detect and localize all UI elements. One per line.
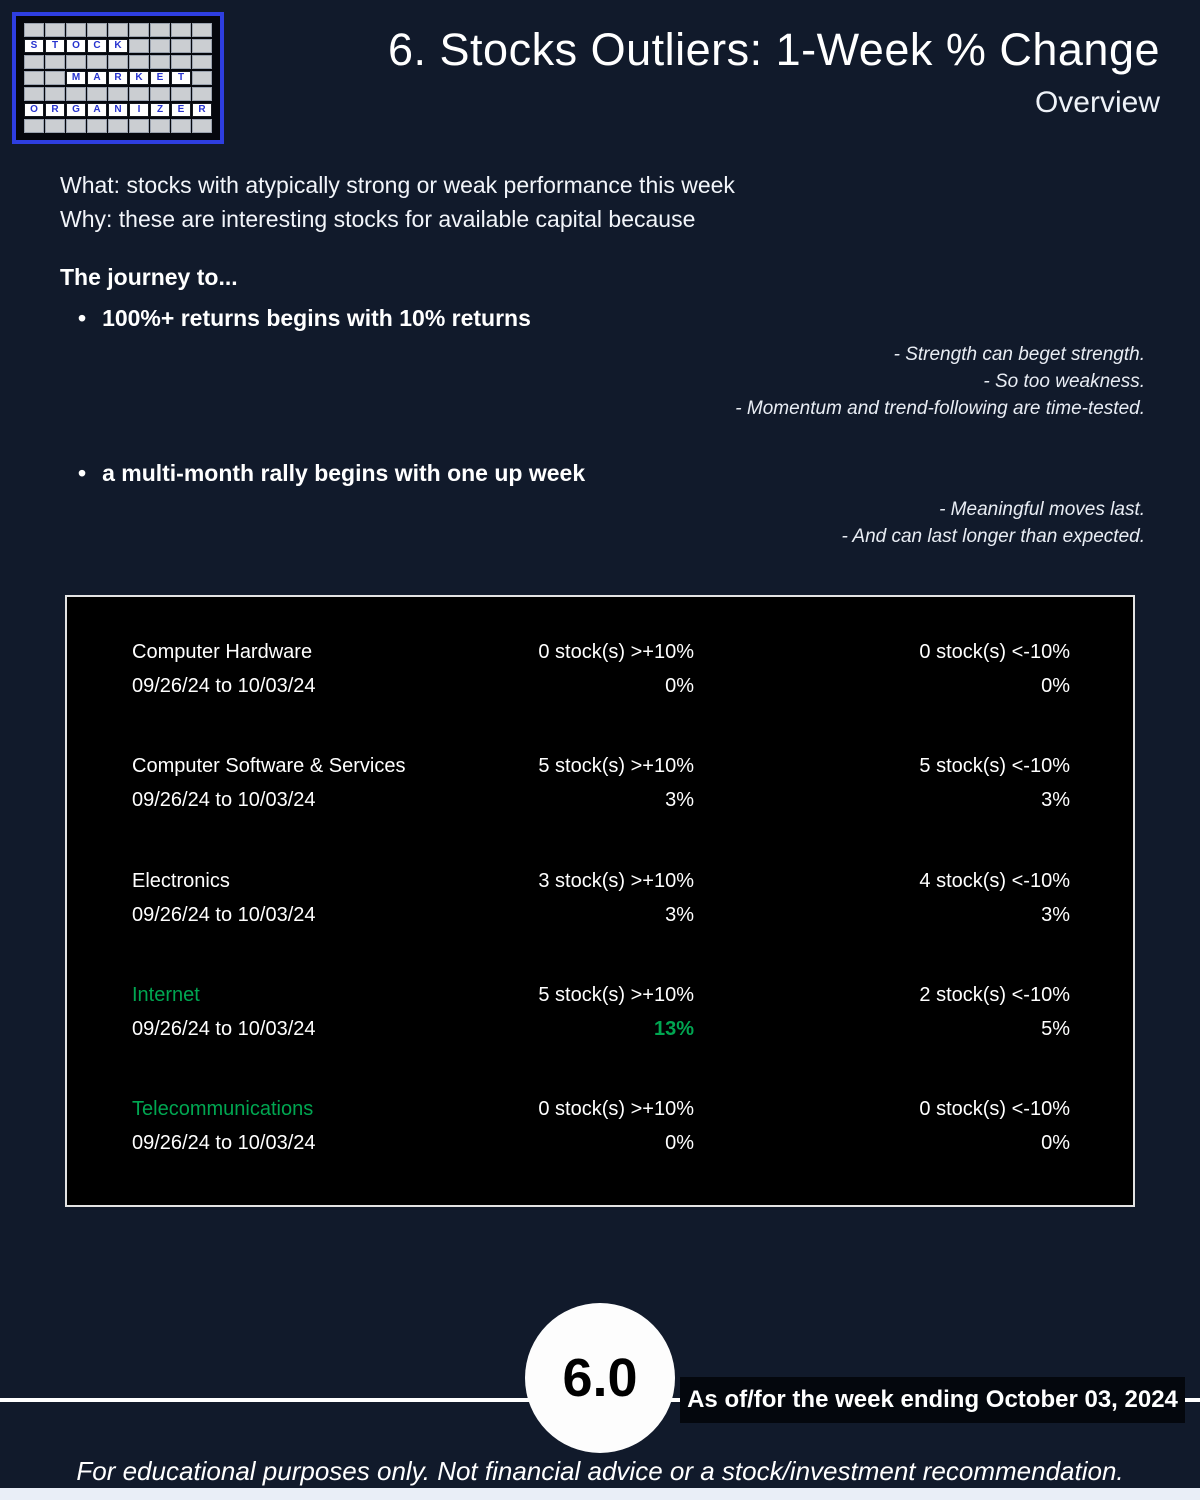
sector-row (132, 983, 1070, 1041)
logo-letter-tile: R (192, 103, 212, 117)
bullet-note-line: - So too weakness. (983, 371, 1145, 392)
down-count: 5 stock(s) <-10% (919, 755, 1070, 778)
logo-letter-tile: T (45, 39, 65, 53)
intro-what-line: What: stocks with atypically strong or weak performance this week (60, 172, 735, 198)
bottom-accent-strip (0, 1488, 1200, 1500)
sector-row (132, 641, 1070, 698)
bullet-notes (0, 496, 1200, 550)
logo-letter-tile: O (24, 103, 44, 117)
section-number-badge (525, 1303, 675, 1453)
logo-blank-tile (150, 119, 170, 133)
logo-crossword-grid (24, 23, 212, 133)
logo-letter-tile: R (108, 71, 128, 85)
logo-blank-tile (24, 87, 44, 101)
logo-letter-tile: T (171, 71, 191, 85)
logo-blank-tile (129, 55, 149, 69)
journey-bullet-block (0, 305, 1200, 422)
logo-letter-tile: E (171, 103, 191, 117)
sector-name: Computer Software & Services (132, 755, 406, 778)
logo-row (24, 103, 212, 117)
logo-blank-tile (66, 55, 86, 69)
as-of-bar (680, 1377, 1185, 1423)
logo-row (24, 71, 212, 85)
logo-blank-tile (129, 39, 149, 53)
logo-blank-tile (66, 87, 86, 101)
logo-blank-tile (129, 87, 149, 101)
logo-letter-tile: K (129, 71, 149, 85)
logo-blank-tile (150, 39, 170, 53)
logo-blank-tile (192, 119, 212, 133)
sector-name: Electronics (132, 869, 230, 892)
down-count: 0 stock(s) <-10% (919, 641, 1070, 663)
down-percent: 5% (1041, 1017, 1070, 1040)
logo-blank-tile (171, 87, 191, 101)
logo-letter-tile: R (45, 103, 65, 117)
stock-market-organizer-logo (12, 12, 224, 144)
bullet-label: a multi-month rally begins with one up week (102, 460, 586, 486)
logo-blank-tile (192, 23, 212, 37)
logo-blank-tile (171, 55, 191, 69)
logo-blank-tile (45, 55, 65, 69)
up-count: 3 stock(s) >+10% (538, 869, 694, 892)
logo-letter-tile: M (66, 71, 86, 85)
logo-blank-tile (66, 23, 86, 37)
logo-blank-tile (45, 71, 65, 85)
logo-blank-tile (108, 23, 128, 37)
up-count: 5 stock(s) >+10% (538, 983, 694, 1006)
logo-letter-tile: E (150, 71, 170, 85)
as-of-text: As of/for the week ending October 03, 2024 (687, 1386, 1178, 1413)
logo-blank-tile (87, 23, 107, 37)
logo-blank-tile (192, 39, 212, 53)
down-count: 0 stock(s) <-10% (919, 1098, 1070, 1120)
down-percent: 0% (1041, 675, 1070, 697)
date-range: 09/26/24 to 10/03/24 (132, 1132, 316, 1154)
sector-row (132, 755, 1070, 812)
logo-blank-tile (192, 55, 212, 69)
journey-bullets (0, 305, 1200, 550)
logo-blank-tile (150, 55, 170, 69)
logo-blank-tile (171, 119, 191, 133)
sector-name: Computer Hardware (132, 641, 313, 663)
journey-heading: The journey to... (60, 264, 238, 290)
logo-blank-tile (108, 119, 128, 133)
logo-blank-tile (87, 119, 107, 133)
sector-row (132, 869, 1070, 927)
down-percent: 0% (1041, 1132, 1070, 1154)
logo-blank-tile (24, 71, 44, 85)
logo-blank-tile (45, 119, 65, 133)
logo-blank-tile (171, 39, 191, 53)
up-percent: 13% (653, 1017, 694, 1040)
logo-row (24, 23, 212, 37)
logo-blank-tile (129, 119, 149, 133)
logo-blank-tile (24, 23, 44, 37)
logo-row (24, 119, 212, 133)
up-percent: 0% (665, 1132, 694, 1154)
logo-blank-tile (108, 87, 128, 101)
bullet-note-line: - And can last longer than expected. (841, 526, 1145, 547)
logo-blank-tile (108, 55, 128, 69)
down-count: 4 stock(s) <-10% (919, 869, 1070, 892)
up-count: 5 stock(s) >+10% (538, 755, 694, 778)
bullet-icon: • (78, 305, 87, 331)
down-count: 2 stock(s) <-10% (919, 983, 1070, 1006)
bullet-note-line: - Strength can beget strength. (893, 344, 1145, 365)
logo-blank-tile (150, 23, 170, 37)
up-count: 0 stock(s) >+10% (538, 1098, 694, 1120)
logo-blank-tile (87, 55, 107, 69)
logo-letter-tile: A (87, 103, 107, 117)
logo-blank-tile (45, 23, 65, 37)
date-range: 09/26/24 to 10/03/24 (132, 1017, 316, 1040)
sector-row (132, 1098, 1070, 1155)
logo-blank-tile (192, 71, 212, 85)
page-subtitle: Overview (1034, 86, 1160, 119)
bullet-note-line: - Momentum and trend-following are time-tested. (735, 398, 1145, 419)
bullet-label: 100%+ returns begins with 10% returns (102, 305, 531, 331)
logo-blank-tile (24, 55, 44, 69)
logo-blank-tile (87, 87, 107, 101)
logo-blank-tile (24, 119, 44, 133)
journey-bullet-block (0, 460, 1200, 550)
bullet-icon: • (78, 460, 87, 486)
logo-letter-tile: N (108, 103, 128, 117)
journey-section (0, 264, 1200, 550)
logo-blank-tile (192, 87, 212, 101)
logo-row (24, 87, 212, 101)
sector-name: Internet (132, 983, 200, 1006)
sector-outliers-table (65, 595, 1135, 1207)
intro-text (60, 168, 1120, 236)
down-percent: 3% (1041, 789, 1070, 812)
logo-letter-tile: O (66, 39, 86, 53)
logo-letter-tile: K (108, 39, 128, 53)
logo-blank-tile (150, 87, 170, 101)
bullet-note-line: - Meaningful moves last. (939, 499, 1145, 520)
section-number: 6.0 (562, 1348, 638, 1408)
logo-blank-tile (171, 23, 191, 37)
logo-row (24, 39, 212, 53)
intro-why-line: Why: these are interesting stocks for available capital because (60, 206, 696, 232)
down-percent: 3% (1041, 903, 1070, 926)
logo-letter-tile: S (24, 39, 44, 53)
page-title: 6. Stocks Outliers: 1-Week % Change (388, 24, 1160, 75)
date-range: 09/26/24 to 10/03/24 (132, 675, 316, 697)
logo-row (24, 55, 212, 69)
up-percent: 3% (665, 789, 694, 812)
logo-blank-tile (66, 119, 86, 133)
date-range: 09/26/24 to 10/03/24 (132, 789, 316, 812)
logo-letter-tile: A (87, 71, 107, 85)
logo-blank-tile (129, 23, 149, 37)
logo-letter-tile: I (129, 103, 149, 117)
logo-letter-tile: G (66, 103, 86, 117)
up-percent: 0% (665, 675, 694, 697)
journey-bullet (78, 305, 1200, 332)
logo-letter-tile: C (87, 39, 107, 53)
sector-name: Telecommunications (132, 1098, 314, 1120)
disclaimer-text: For educational purposes only. Not financial advice or a stock/investment recommendation. (76, 1456, 1124, 1486)
up-percent: 3% (665, 903, 694, 926)
journey-bullet (78, 460, 1200, 487)
logo-blank-tile (45, 87, 65, 101)
up-count: 0 stock(s) >+10% (538, 641, 694, 663)
logo-letter-tile: Z (150, 103, 170, 117)
bullet-notes (0, 341, 1200, 422)
date-range: 09/26/24 to 10/03/24 (132, 903, 316, 926)
header (388, 24, 1160, 120)
